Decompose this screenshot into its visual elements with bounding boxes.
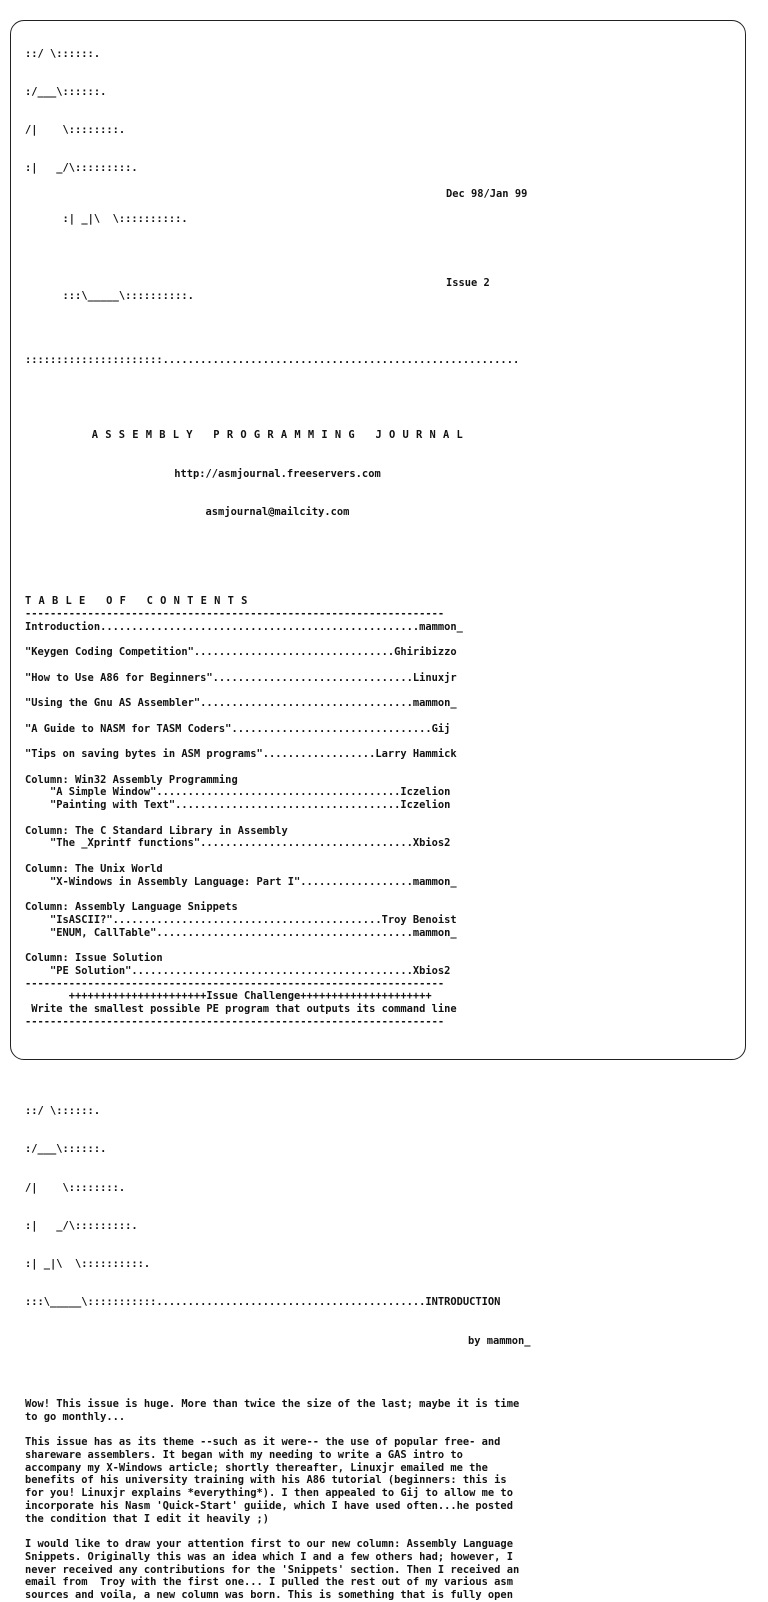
toc-entry[interactable]: "How to Use A86 for Beginners"................................Linuxjr <box>25 671 457 684</box>
toc-column-title: Column: The Unix World <box>25 862 163 875</box>
toc-column-item[interactable]: "PE Solution".............................................Xbios2 <box>25 964 451 977</box>
toc-entry[interactable]: "Tips on saving bytes in ASM programs"..................Larry Hammick <box>25 748 457 760</box>
intro-art-line: :/___\::::::. <box>25 1143 107 1156</box>
intro-art-line: :| _/\:::::::::. <box>25 1219 138 1232</box>
intro-art-line: /| \::::::::. <box>25 1181 126 1194</box>
toc-column-title: Column: The C Standard Library in Assembly <box>25 824 288 837</box>
challenge-text: Write the smallest possible PE program that outputs its command line <box>25 1003 457 1015</box>
toc-entry[interactable]: Introduction...................................................mammon_ <box>25 620 463 633</box>
toc-column-item[interactable]: "The _Xprintf functions"..................................Xbios2 <box>25 837 451 850</box>
intro-paragraph: Wow! This issue is huge. More than twice the size of the last; maybe it is time to go monthly... <box>25 1397 520 1423</box>
toc-entry[interactable]: "Keygen Coding Competition"................................Ghiribizzo <box>25 646 457 658</box>
toc-column-item[interactable]: "X-Windows in Assembly Language: Part I"..................mammon_ <box>25 875 457 888</box>
toc-column-item[interactable]: "ENUM, CallTable".........................................mammon_ <box>25 926 457 939</box>
toc-column-item[interactable]: "IsASCII?"...........................................Troy Benoist <box>25 913 457 926</box>
challenge-banner: ++++++++++++++++++++++Issue Challenge+++++++++++++++++++++ <box>25 990 432 1003</box>
header-rule: ::::::::::::::::::::::......................................................... <box>25 353 520 366</box>
document-body <box>25 22 545 1602</box>
intro-paragraph: I would like to draw your attention first to our new column: Assembly Language Snippets. Originally this was an idea which I and a few others had; however, I never received any contributions for the 'Snippets' section. Then I received an email from Troy with the first one... I pulled the rest out of my various asm sources and voila, a new column was born. This is something that is fully open <box>25 1538 520 1601</box>
issue-date: Dec 98/Jan 99 <box>446 187 528 200</box>
toc-column-item[interactable]: "A Simple Window".......................................Iczelion <box>25 786 451 799</box>
header-art-line: /| \::::::::. <box>25 124 126 136</box>
toc-rule: ------------------------------------------------------------------- <box>25 607 445 620</box>
toc-heading: T A B L E O F C O N T E N T S <box>25 595 248 607</box>
journal-email[interactable]: asmjournal@mailcity.com <box>205 505 350 518</box>
intro-paragraph: This issue has as its theme --such as it were-- the use of popular free- and shareware assemblers. It began with my needing to write a GAS intro to accompany my X-Windows article; shortly thereafter, Linuxjr emailed me the benefits of his university training with his A86 tutorial (beginners: this is for you! Linuxjr explains *everything*). I then appealed to Gij to allow me to incorporate his Nasm 'Quick-Start' guiide, which I have used often...he posted the condition that I edit it heavily ;) <box>25 1436 513 1525</box>
toc-column-title: Column: Issue Solution <box>25 952 163 964</box>
header-art-line: ::/ \::::::. <box>25 47 101 60</box>
issue-number: Issue 2 <box>446 277 490 289</box>
journal-url[interactable]: http://asmjournal.freeservers.com <box>174 467 381 480</box>
header-art-line: :| _/\:::::::::. <box>25 162 138 175</box>
journal-title: A S S E M B L Y P R O G R A M M I N G J O U R N A L <box>91 429 464 442</box>
toc-column-title: Column: Assembly Language Snippets <box>25 901 238 913</box>
toc-rule: ------------------------------------------------------------------- <box>25 977 445 990</box>
toc-entry[interactable]: "Using the Gnu AS Assembler"..................................mammon_ <box>25 697 457 709</box>
header-art-line: :| _|\ \::::::::::. <box>62 213 188 226</box>
toc-rule: ------------------------------------------------------------------- <box>25 1015 445 1028</box>
toc-column-title: Column: Win32 Assembly Programming <box>25 773 238 786</box>
intro-art-line: :| _|\ \::::::::::. <box>25 1258 151 1270</box>
header-art-line: :::\_____\::::::::::. <box>62 289 194 302</box>
toc-entry[interactable]: "A Guide to NASM for TASM Coders"................................Gij <box>25 722 451 735</box>
intro-ascii-art <box>25 1080 545 1373</box>
header-ascii-art <box>25 22 545 392</box>
toc-column-item[interactable]: "Painting with Text"....................................Iczelion <box>25 799 451 811</box>
header-art-line: :/___\::::::. <box>25 85 107 98</box>
intro-section-title: :::\_____\:::::::::::...........................................INTRODUCTION <box>25 1296 501 1309</box>
intro-art-line: ::/ \::::::. <box>25 1105 101 1117</box>
intro-byline: by mammon_ <box>468 1334 531 1347</box>
